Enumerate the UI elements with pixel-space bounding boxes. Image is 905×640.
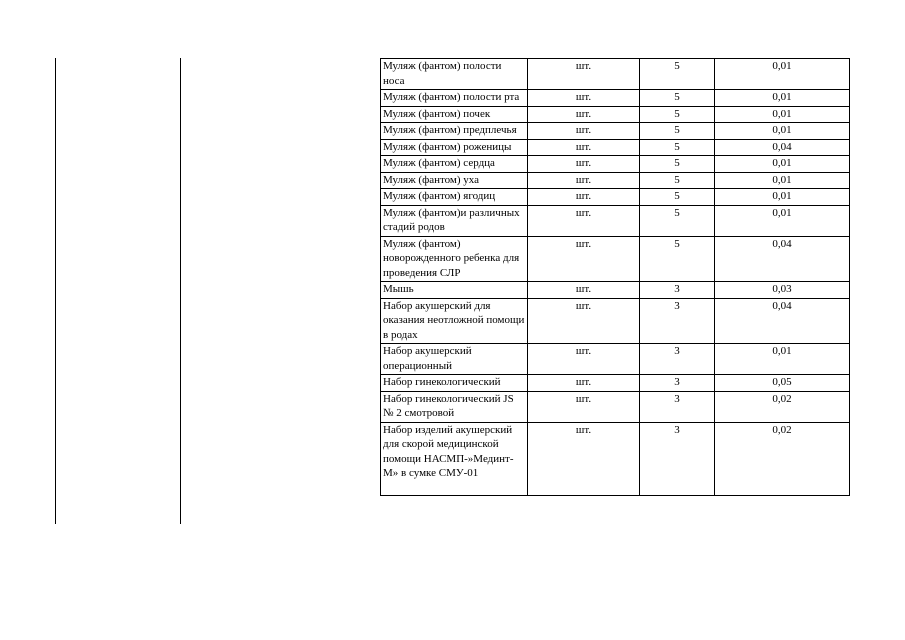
table-row	[381, 375, 850, 392]
item-name: Набор акушерский для оказания неотложной помощи в родах	[381, 298, 528, 344]
item-name: Муляж (фантом) сердца	[381, 156, 528, 173]
item-value: 0,02	[715, 391, 850, 422]
item-quantity: 5	[640, 172, 715, 189]
table-row	[381, 106, 850, 123]
item-value: 0,01	[715, 59, 850, 90]
item-value: 0,01	[715, 205, 850, 236]
item-value: 0,02	[715, 422, 850, 495]
item-name: Набор гинекологический JS № 2 смотровой	[381, 391, 528, 422]
item-unit: шт.	[528, 391, 640, 422]
item-name: Набор гинекологический	[381, 375, 528, 392]
item-value: 0,01	[715, 106, 850, 123]
item-quantity: 3	[640, 391, 715, 422]
table-row	[381, 90, 850, 107]
table-row	[381, 344, 850, 375]
item-unit: шт.	[528, 172, 640, 189]
item-name: Муляж (фантом) роженицы	[381, 139, 528, 156]
item-value: 0,04	[715, 298, 850, 344]
item-value: 0,01	[715, 344, 850, 375]
item-value: 0,04	[715, 139, 850, 156]
item-unit: шт.	[528, 422, 640, 495]
item-value: 0,05	[715, 375, 850, 392]
item-name: Муляж (фантом)и различных стадий родов	[381, 205, 528, 236]
item-unit: шт.	[528, 282, 640, 299]
item-quantity: 5	[640, 90, 715, 107]
item-unit: шт.	[528, 106, 640, 123]
item-quantity: 3	[640, 422, 715, 495]
table-row	[381, 205, 850, 236]
item-value: 0,01	[715, 123, 850, 140]
table-row	[381, 139, 850, 156]
item-value: 0,03	[715, 282, 850, 299]
item-unit: шт.	[528, 123, 640, 140]
item-name: Муляж (фантом) предплечья	[381, 123, 528, 140]
item-quantity: 3	[640, 375, 715, 392]
item-name: Муляж (фантом) полости рта	[381, 90, 528, 107]
item-unit: шт.	[528, 156, 640, 173]
table-row	[381, 123, 850, 140]
item-unit: шт.	[528, 375, 640, 392]
item-name: Набор акушерский операционный	[381, 344, 528, 375]
item-name: Муляж (фантом) уха	[381, 172, 528, 189]
equipment-table	[380, 58, 850, 496]
table-row	[381, 298, 850, 344]
table-row	[381, 189, 850, 206]
item-name: Муляж (фантом) почек	[381, 106, 528, 123]
item-quantity: 5	[640, 189, 715, 206]
item-name: Муляж (фантом) новорожденного ребенка для проведения СЛР	[381, 236, 528, 282]
item-unit: шт.	[528, 90, 640, 107]
item-value: 0,01	[715, 90, 850, 107]
item-unit: шт.	[528, 298, 640, 344]
item-quantity: 3	[640, 298, 715, 344]
item-value: 0,04	[715, 236, 850, 282]
item-quantity: 3	[640, 344, 715, 375]
item-name: Набор изделий акушерский для скорой медицинской помощи НАСМП-»Мединт-М» в сумке СМУ-01	[381, 422, 528, 495]
item-quantity: 5	[640, 106, 715, 123]
item-name: Мышь	[381, 282, 528, 299]
table-row	[381, 236, 850, 282]
item-unit: шт.	[528, 236, 640, 282]
item-unit: шт.	[528, 344, 640, 375]
item-quantity: 5	[640, 139, 715, 156]
item-quantity: 5	[640, 205, 715, 236]
item-name: Муляж (фантом) ягодиц	[381, 189, 528, 206]
item-quantity: 5	[640, 123, 715, 140]
item-quantity: 3	[640, 282, 715, 299]
item-value: 0,01	[715, 172, 850, 189]
item-unit: шт.	[528, 59, 640, 90]
table-row	[381, 172, 850, 189]
item-quantity: 5	[640, 156, 715, 173]
item-quantity: 5	[640, 236, 715, 282]
item-unit: шт.	[528, 139, 640, 156]
table-row	[381, 282, 850, 299]
item-unit: шт.	[528, 205, 640, 236]
table-row	[381, 391, 850, 422]
left-column-border	[55, 58, 56, 524]
table-row	[381, 422, 850, 495]
item-value: 0,01	[715, 156, 850, 173]
item-unit: шт.	[528, 189, 640, 206]
item-quantity: 5	[640, 59, 715, 90]
item-name: Муляж (фантом) полости носа	[381, 59, 528, 90]
table-row	[381, 156, 850, 173]
second-column-border	[180, 58, 181, 524]
item-value: 0,01	[715, 189, 850, 206]
table-row	[381, 59, 850, 90]
